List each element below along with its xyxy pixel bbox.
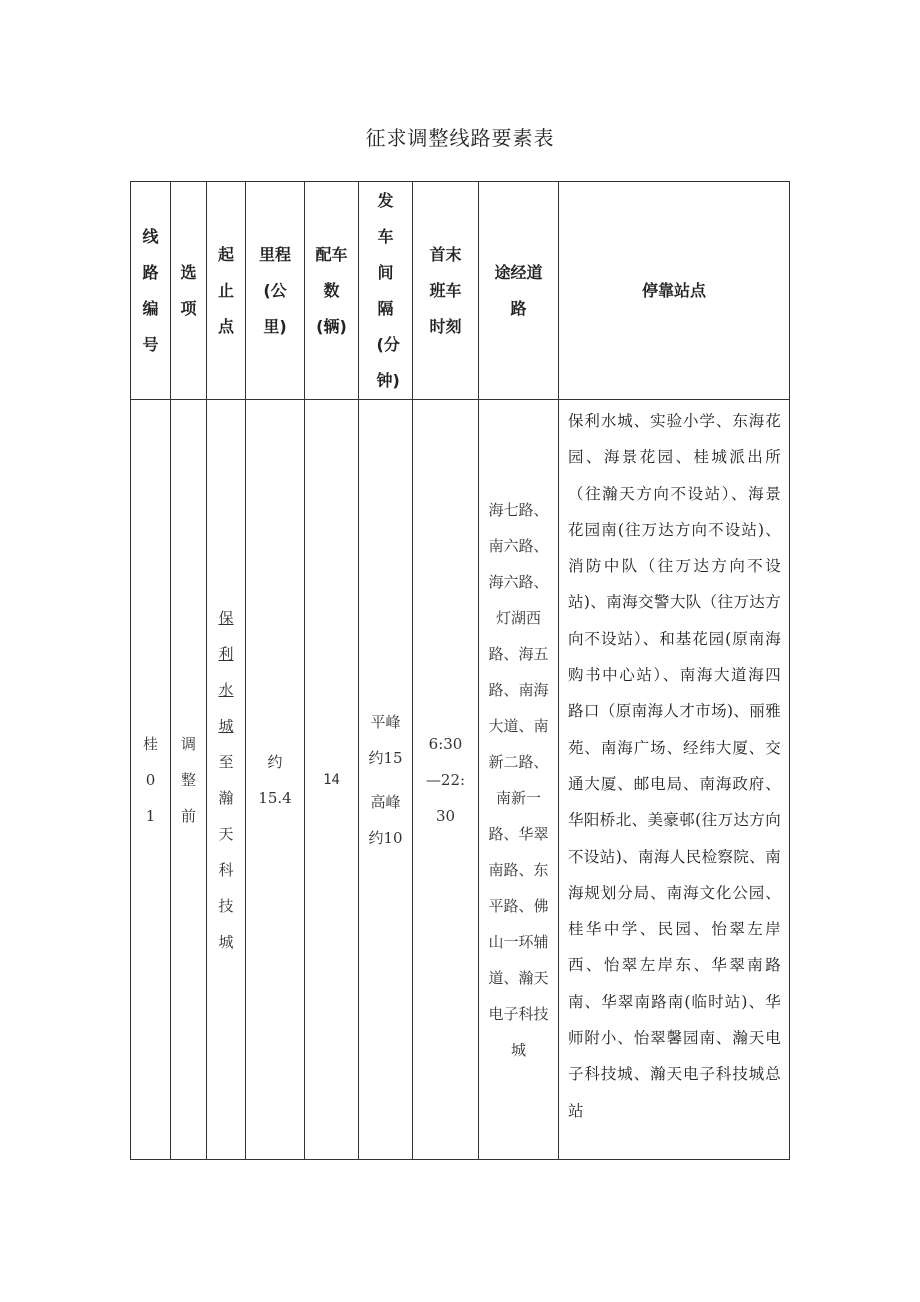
route-table	[130, 181, 790, 1160]
cell-option: 调整前	[171, 400, 207, 1160]
cell-terminals	[207, 400, 246, 1160]
header-option: 选项	[171, 182, 207, 400]
terminal-rest: 至瀚天科技城	[218, 752, 234, 951]
header-terminals: 起止点	[207, 182, 246, 400]
table-row	[131, 400, 790, 1160]
header-roads: 途经道路	[479, 182, 559, 400]
header-stops: 停靠站点	[559, 182, 790, 400]
header-distance: 里程(公里)	[246, 182, 305, 400]
table-header-row	[131, 182, 790, 400]
interval-peak: 高峰约10	[368, 792, 403, 847]
header-service-hours: 首末班车时刻	[413, 182, 479, 400]
cell-route-no: 桂01	[131, 400, 171, 1160]
terminal-start: 保利水城	[218, 608, 234, 735]
cell-stops: 保利水城、实验小学、东海花园、海景花园、桂城派出所（往瀚天方向不设站）、海景花园南(往万达方向不设站)、消防中队（往万达方向不设站)、南海交警大队（往万达方向不设站）、和基花园(原南海购书中心站）、南海大道海四路口（原南海人才市场)、丽雅苑、南海广场、经纬大厦、交通大厦、邮电局、南海政府、华阳桥北、美豪邨(往万达方向不设站)、南海人民检察院、南海规划分局、南海文化公园、桂华中学、民园、怡翠左岸西、怡翠左岸东、华翠南路南、华翠南路南(临时站)、华师附小、怡翠馨园南、瀚天电子科技城、瀚天电子科技城总站	[559, 400, 790, 1160]
header-vehicles: 配车数(辆)	[305, 182, 359, 400]
interval-offpeak: 平峰约15	[368, 712, 403, 767]
cell-roads: 海七路、南六路、海六路、灯湖西路、海五路、南海大道、南新二路、南新一路、华翠南路、东平路、佛山一环辅道、瀚天电子科技城	[479, 400, 559, 1160]
header-route-no: 线路编号	[131, 182, 171, 400]
page-title: 征求调整线路要素表	[365, 126, 555, 150]
cell-vehicles: 14	[305, 400, 359, 1160]
cell-distance: 约15.4	[246, 400, 305, 1160]
cell-service-hours: 6:30—22:30	[413, 400, 479, 1160]
header-interval: 发车间隔(分钟)	[359, 182, 413, 400]
cell-interval	[359, 400, 413, 1160]
